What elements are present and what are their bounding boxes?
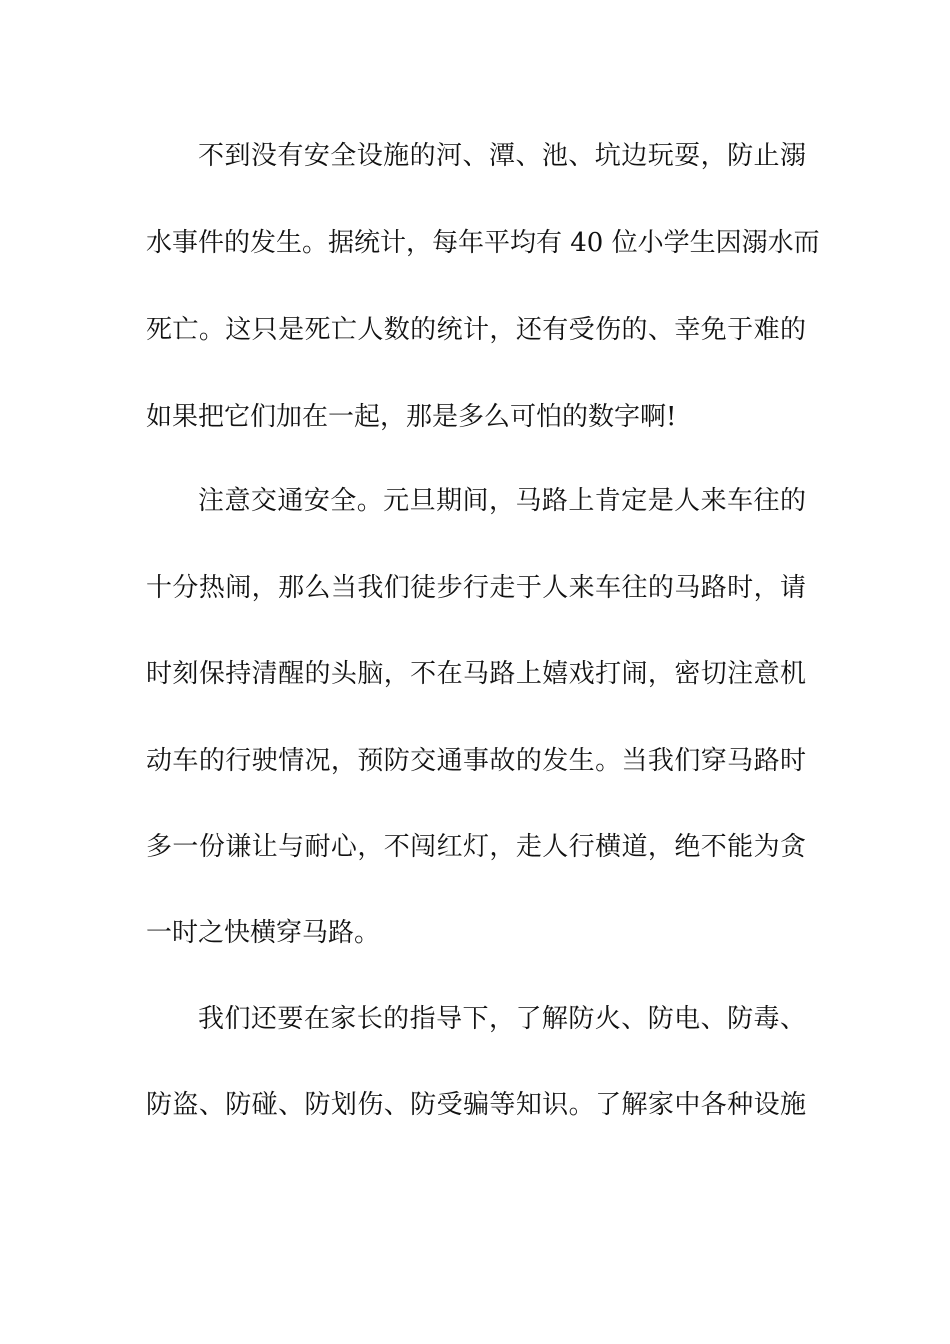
paragraph-2-line-5: 多一份谦让与耐心，不闯红灯，走人行横道，绝不能为贪 [146,832,806,862]
paragraph-1-line-4: 如果把它们加在一起，那是多么可怕的数字啊! [146,402,677,432]
paragraph-2-line-6: 一时之快横穿马路。 [146,918,381,948]
paragraph-1-line-1: 不到没有安全设施的河、潭、池、坑边玩耍，防止溺 [198,141,806,171]
paragraph-3-line-1: 我们还要在家长的指导下，了解防火、防电、防毒、 [198,1004,806,1034]
paragraph-1-line-3: 死亡。这只是死亡人数的统计，还有受伤的、幸免于难的 [146,315,806,345]
paragraph-2-line-2: 十分热闹，那么当我们徒步行走于人来车往的马路时，请 [146,573,806,603]
paragraph-2-line-4: 动车的行驶情况，预防交通事故的发生。当我们穿马路时 [146,746,806,776]
paragraph-3-line-2: 防盗、防碰、防划伤、防受骗等知识。了解家中各种设施 [146,1090,806,1120]
paragraph-2-line-3: 时刻保持清醒的头脑，不在马路上嬉戏打闹，密切注意机 [146,659,806,689]
paragraph-1-line-2: 水事件的发生。据统计，每年平均有 40 位小学生因溺水而 [146,228,820,258]
paragraph-2-line-1: 注意交通安全。元旦期间，马路上肯定是人来车往的 [198,486,806,516]
